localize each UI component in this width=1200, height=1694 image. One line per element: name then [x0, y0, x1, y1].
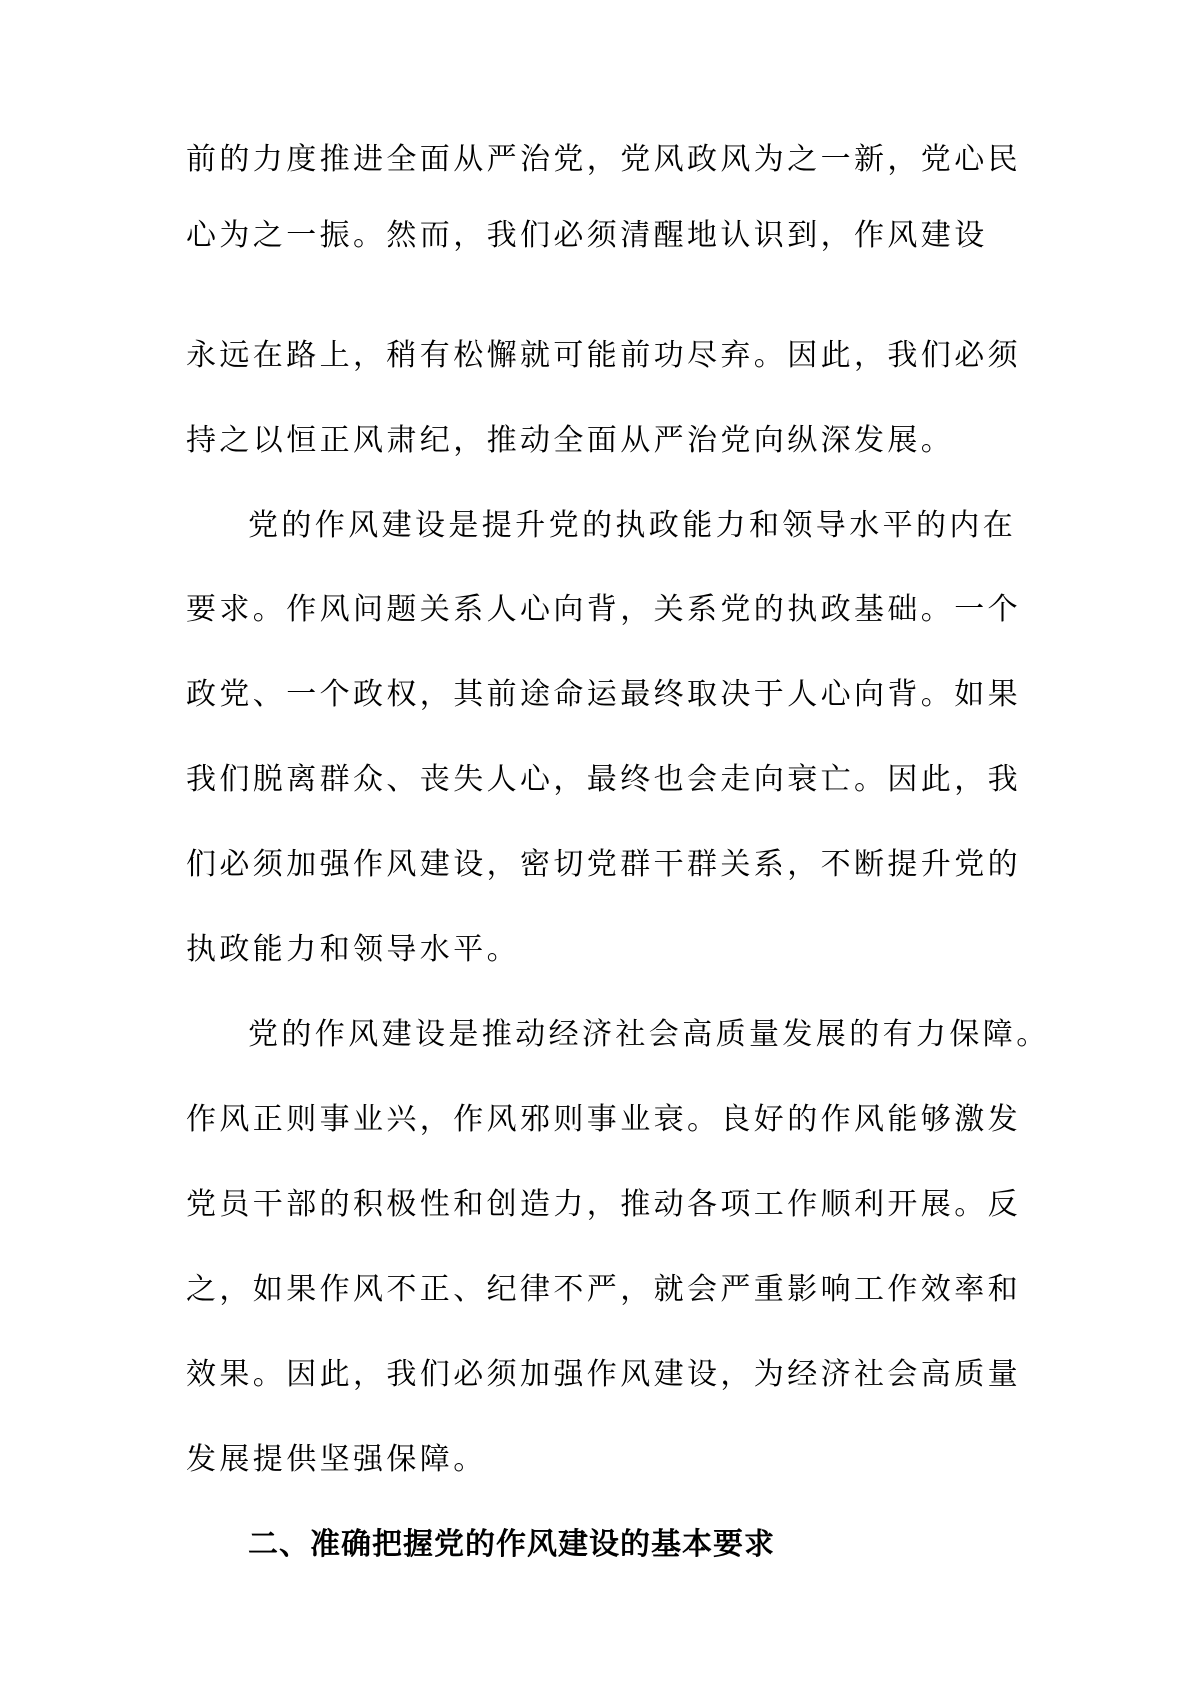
paragraph-line: 党的作风建设是推动经济社会高质量发展的有力保障。	[248, 1017, 1050, 1052]
paragraph-line: 永远在路上，稍有松懈就可能前功尽弃。因此，我们必须	[186, 338, 1021, 373]
paragraph-line: 前的力度推进全面从严治党，党风政风为之一新，党心民	[186, 142, 1021, 177]
paragraph-line: 持之以恒正风肃纪，推动全面从严治党向纵深发展。	[186, 423, 955, 458]
paragraph-line: 作风正则事业兴，作风邪则事业衰。良好的作风能够激发	[186, 1102, 1021, 1137]
paragraph-line: 发展提供坚强保障。	[186, 1442, 487, 1477]
paragraph-line: 要求。作风问题关系人心向背，关系党的执政基础。一个	[186, 592, 1021, 627]
paragraph-line: 政党、一个政权，其前途命运最终取决于人心向背。如果	[186, 677, 1021, 712]
section-heading: 二、准确把握党的作风建设的基本要求	[248, 1527, 775, 1562]
paragraph-line: 执政能力和领导水平。	[186, 932, 520, 967]
paragraph-line: 我们脱离群众、丧失人心，最终也会走向衰亡。因此，我	[186, 762, 1021, 797]
paragraph-line: 之，如果作风不正、纪律不严，就会严重影响工作效率和	[186, 1272, 1021, 1307]
paragraph-line: 党员干部的积极性和创造力，推动各项工作顺利开展。反	[186, 1187, 1021, 1222]
paragraph-line: 效果。因此，我们必须加强作风建设，为经济社会高质量	[186, 1357, 1021, 1392]
paragraph-line: 心为之一振。然而，我们必须清醒地认识到，作风建设	[186, 218, 988, 253]
paragraph-line: 党的作风建设是提升党的执政能力和领导水平的内在	[248, 508, 1017, 543]
paragraph-line: 们必须加强作风建设，密切党群干群关系，不断提升党的	[186, 847, 1021, 882]
